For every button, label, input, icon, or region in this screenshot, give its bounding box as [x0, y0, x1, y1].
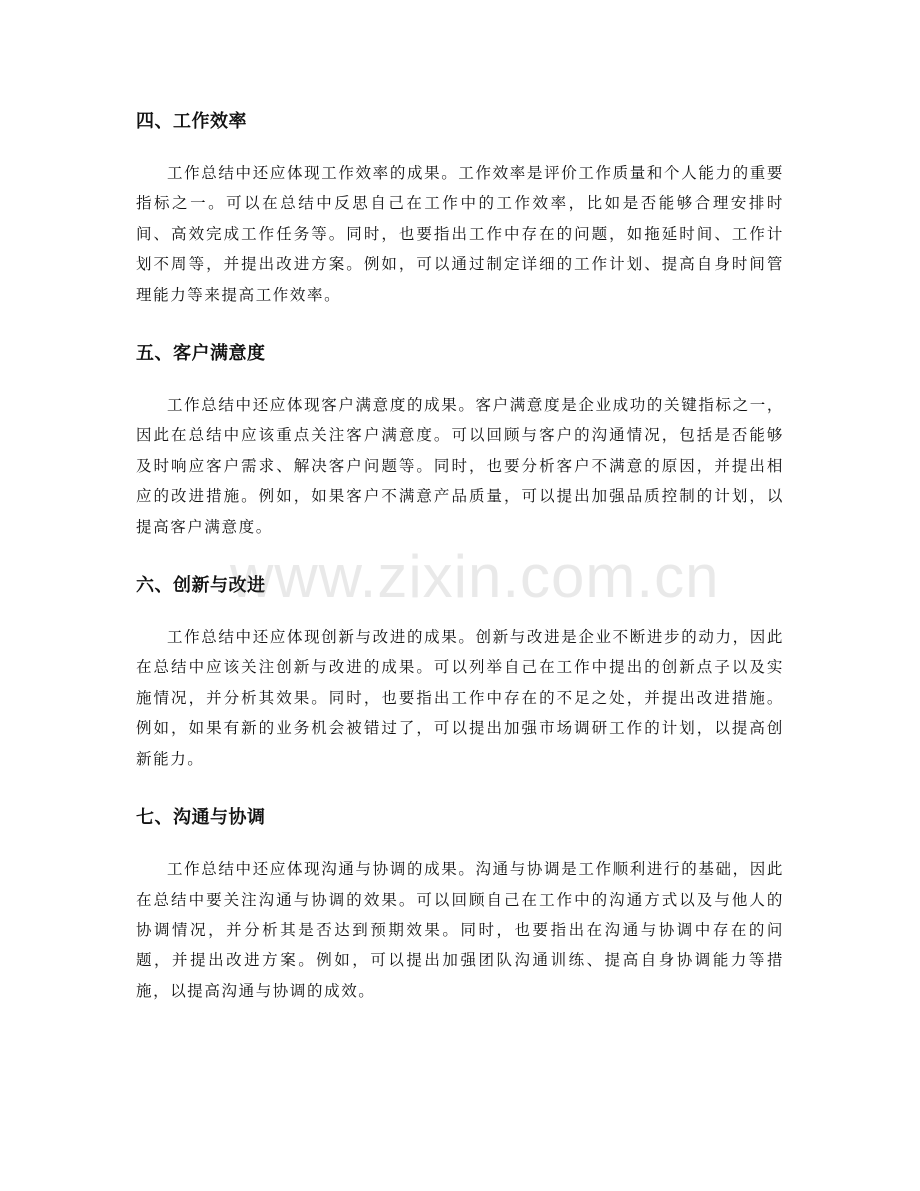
section-innovation-improvement [136, 568, 784, 774]
section-paragraph: 工作总结中还应体现沟通与协调的成果。沟通与协调是工作顺利进行的基础，因此在总结中要关注沟通与协调的效果。可以回顾自己在工作中的沟通方式以及与他人的协调情况，并分析其是否达到预期效果。同时，也要指出在沟通与协调中存在的问题，并提出改进方案。例如，可以提出加强团队沟通训练、提高自身协调能力等措施，以提高沟通与协调的成效。 [136, 860, 784, 1000]
section-communication-coordination [136, 800, 784, 1006]
document-content [136, 104, 784, 1006]
section-heading: 四、工作效率 [136, 111, 247, 132]
section-paragraph: 工作总结中还应体现创新与改进的成果。创新与改进是企业不断进步的动力，因此在总结中应该关注创新与改进的成果。可以列举自己在工作中提出的创新点子以及实施情况，并分析其效果。同时，也要指出工作中存在的不足之处，并提出改进措施。例如，如果有新的业务机会被错过了，可以提出加强市场调研工作的计划，以提高创新能力。 [136, 628, 784, 768]
watermark: www.zixin.com.cn [230, 543, 720, 610]
section-heading: 六、创新与改进 [136, 575, 266, 597]
section-work-efficiency [136, 104, 784, 310]
section-heading: 七、沟通与协调 [136, 807, 266, 829]
section-paragraph: 工作总结中还应体现工作效率的成果。工作效率是评价工作质量和个人能力的重要指标之一。可以在总结中反思自己在工作中的工作效率，比如是否能够合理安排时间、高效完成工作任务等。同时，也要指出工作中存在的问题，如拖延时间、工作计划不周等，并提出改进方案。例如，可以通过制定详细的工作计划、提高自身时间管理能力等来提高工作效率。 [136, 164, 784, 304]
section-paragraph: 工作总结中还应体现客户满意度的成果。客户满意度是企业成功的关键指标之一，因此在总结中应该重点关注客户满意度。可以回顾与客户的沟通情况，包括是否能够及时响应客户需求、解决客户问题等。同时，也要分析客户不满意的原因，并提出相应的改进措施。例如，如果客户不满意产品质量，可以提出加强品质控制的计划，以提高客户满意度。 [136, 396, 784, 536]
section-customer-satisfaction [136, 336, 784, 542]
section-heading: 五、客户满意度 [136, 343, 266, 365]
